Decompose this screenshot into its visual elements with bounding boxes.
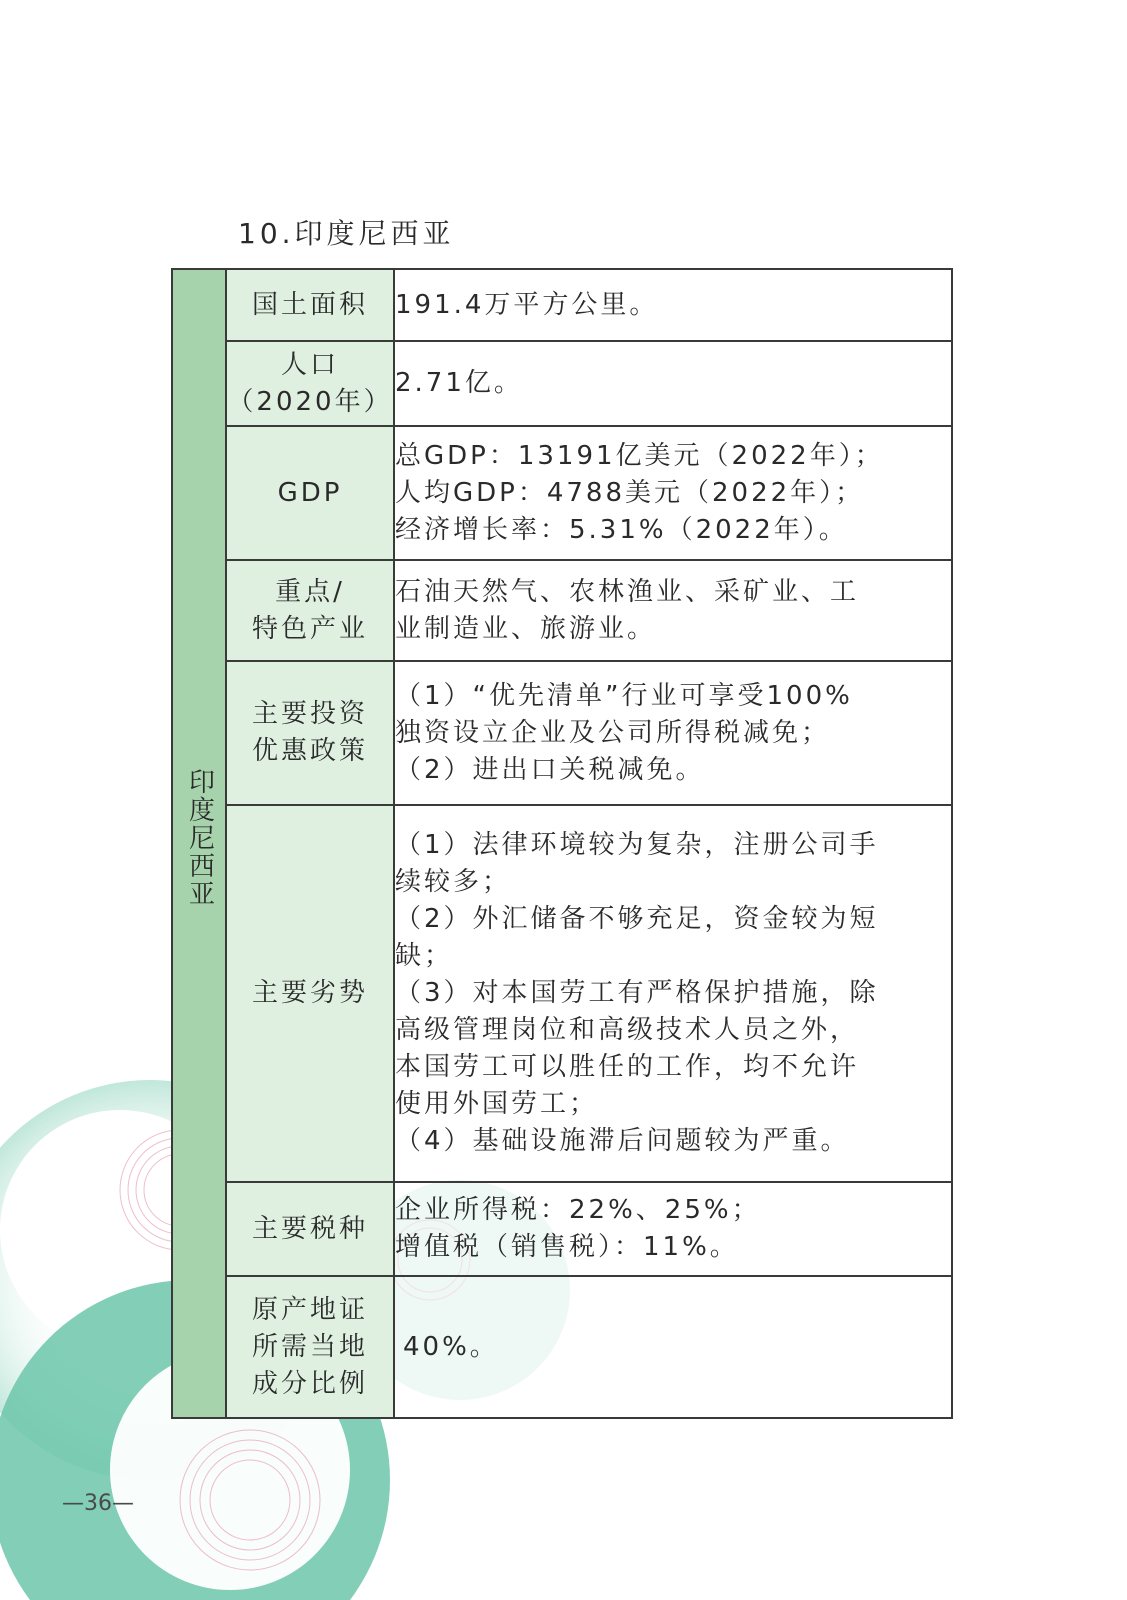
country-label-cell [172, 269, 226, 1418]
section-title: 10.印度尼西亚 [238, 217, 455, 250]
row-label: 重点/ 特色产业 [226, 560, 394, 661]
row-value: 2.71亿。 [394, 341, 952, 426]
table-row [172, 661, 952, 805]
row-label: 主要投资 优惠政策 [226, 661, 394, 805]
table-row [172, 1276, 952, 1418]
row-label: GDP [226, 426, 394, 560]
row-value: 191.4万平方公里。 [394, 269, 952, 341]
table-row [172, 426, 952, 560]
country-info-table [171, 268, 953, 1419]
row-label: 主要税种 [226, 1182, 394, 1276]
row-label: 人口 （2020年） [226, 341, 394, 426]
row-value: （1）“优先清单”行业可享受100% 独资设立企业及公司所得税减免； （2）进出口关税减免。 [394, 661, 952, 805]
row-value: 企业所得税：22%、25%； 增值税（销售税）：11%。 [394, 1182, 952, 1276]
table-row [172, 1182, 952, 1276]
country-label: 印度尼西亚 [184, 768, 215, 908]
page-number: —36— [62, 1491, 134, 1516]
row-value: （1）法律环境较为复杂，注册公司手 续较多； （2）外汇储备不够充足，资金较为短 缺； （3）对本国劳工有严格保护措施，除 高级管理岗位和高级技术人员之外， 本国劳工可以胜任的工作，均不允许 使用外国劳工； （4）基础设施滞后问题较为严重。 [394, 805, 952, 1182]
row-label: 原产地证 所需当地 成分比例 [226, 1276, 394, 1418]
table-row [172, 341, 952, 426]
row-label: 国土面积 [226, 269, 394, 341]
table-row [172, 805, 952, 1182]
row-value: 40%。 [394, 1276, 952, 1418]
table-row [172, 560, 952, 661]
row-value: 总GDP：13191亿美元（2022年）； 人均GDP：4788美元（2022年）； 经济增长率：5.31%（2022年）。 [394, 426, 952, 560]
row-value: 石油天然气、农林渔业、采矿业、工 业制造业、旅游业。 [394, 560, 952, 661]
table-row [172, 269, 952, 341]
row-label: 主要劣势 [226, 805, 394, 1182]
